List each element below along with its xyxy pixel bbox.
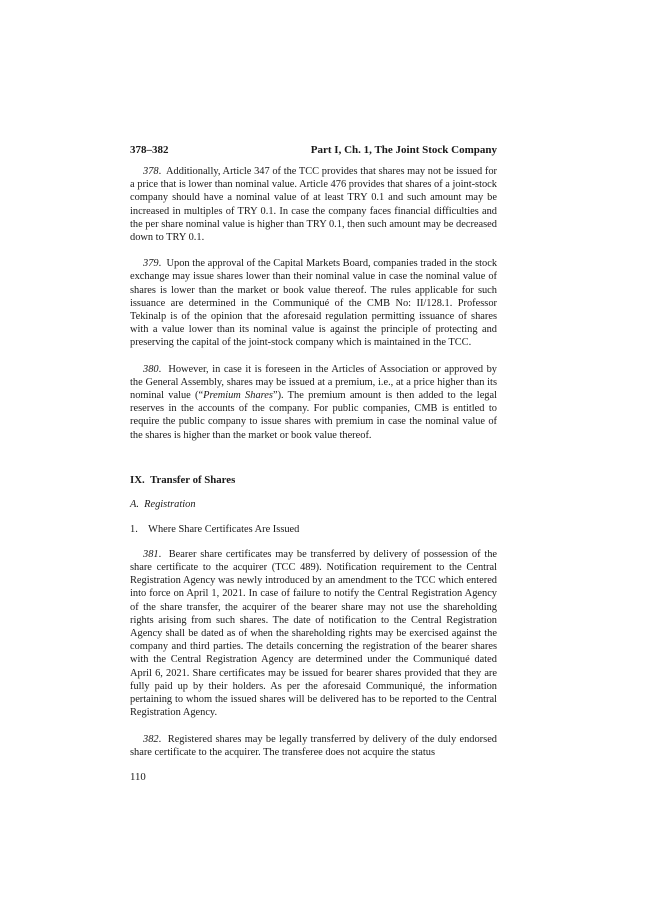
running-head-chapter-title: Part I, Ch. 1, The Joint Stock Company (310, 144, 497, 156)
subsection-heading: A. Registration (130, 498, 196, 510)
paragraph-text: Bearer share certificates may be transferred by delivery of possession of the share certificate to the acquirer (TCC 489). Notification requirement to the Central Registration Agency was newly introduced by an amendment to the TCC which entered into force on April 1, 2021. In case of failure to notify the Central Registration Agency of the share transfer, the acquirer of the bearer share may not use the shareholding rights arising from such shares. The date of notification to the Central Registration Agency shall be dated as of when the shareholding rights may be exercised against the company and third parties. The details concerning the registration of the bearer shares with the Central Registration Agency are determined under the Communiqué dated April 6, 2021. Share certificates may be issued for bearer shares provided that they are fully paid up by their holders. As per the aforesaid Communiqué, the information pertaining to whom the issued shares will be delivered has to be reported to the Central Registration Agency. (130, 548, 498, 719)
paragraph-text: However, in case it is foreseen in the Articles of Association or approved by the General Assembly, shares may be issued at a premium, i.e., at a price higher than its nominal value (“ (130, 363, 497, 402)
defined-term: Premium Shares (203, 390, 273, 402)
running-head (130, 142, 497, 158)
paragraph-text: Additionally, Article 347 of the TCC provides that shares may not be issued for a price that is lower than nominal value. Article 476 provides that shares of a joint-stock company should have a nominal value of at least TRY 0.1 and such amount may be increased in multiples of TRY 0.1. In case the company faces financial difficulties and the per share nominal value is higher than TRY 0.1, then such amount may be decreased down to TRY 0.1. (130, 166, 497, 244)
sub-subsection-heading: 1. Where Share Certificates Are Issued (130, 523, 300, 535)
paragraph-number: 381 (143, 548, 159, 560)
paragraph-text: Registered shares may be legally transferred by delivery of the duly endorsed share certificate to the acquirer. The transferee does not acquire the status (130, 733, 497, 758)
running-head-paragraph-range: 378–382 (130, 144, 169, 156)
book-page (130, 142, 497, 784)
paragraph-number: 380 (143, 363, 159, 375)
paragraph-381: 381. Bearer share certificates may be transferred by delivery of possession of the share certificate to the acquirer (TCC 489). Notification requirement to the Central Registration Agency was newly introduced by an amendment to the TCC which entered into force on April 1, 2021. In case of failure to notify the Central Registration Agency of the share transfer, the acquirer of the bearer share may not use the shareholding rights arising from such shares. The date of notification to the Central Registration Agency shall be dated as of when the shareholding rights may be exercised against the company and third parties. The details concerning the registration of the bearer shares with the Central Registration Agency are determined under the Communiqué dated April 6, 2021. Share certificates may be issued for bearer shares provided that they are fully paid up by their holders. As per the aforesaid Communiqué, the information pertaining to whom the issued shares will be delivered has to be reported to the Central Registration Agency. (130, 548, 498, 719)
paragraph-text-continued: ”). The premium amount is then added to the legal reserves in the accounts of the company. For public companies, CMB is entitled to require the public company to issue shares with premium in case the nominal value of the shares is higher than the market or book value thereof. (130, 390, 498, 441)
paragraph-380: 380. However, in case it is foreseen in the Articles of Association or approved by the General Assembly, shares may be issued at a premium, i.e., at a price higher than its nominal value (“Premium Shares”). The premium amount is then added to the legal reserves in the accounts of the company. For public companies, CMB is entitled to require the public company to issue shares with premium in case the nominal value of the shares is higher than the market or book value thereof. (130, 363, 498, 441)
paragraph-text: Upon the approval of the Capital Markets Board, companies traded in the stock exchange may issue shares lower than their nominal value in case the nominal value of shares is lower than the market or book value thereof. The rules applicable for such issuance are determined in the Communiqué of the CMB No: II/128.1. Professor Tekinalp is of the opinion that the aforesaid regulation permitting issuance of shares with a value lower than its nominal value is against the principle of protecting and preserving the capital of the joint-stock company which is maintained in the TCC. (130, 258, 498, 349)
page-number: 110 (130, 770, 146, 783)
paragraph-number: 378 (143, 166, 159, 177)
paragraph-number: 382 (143, 733, 159, 745)
paragraph-number: 379 (143, 258, 159, 270)
paragraph-382: 382. Registered shares may be legally transferred by delivery of the duly endorsed share certificate to the acquirer. The transferee does not acquire the status (130, 733, 497, 758)
paragraph-378: 378. Additionally, Article 347 of the TCC provides that shares may not be issued for a price that is lower than nominal value. Article 476 provides that shares of a joint-stock company should have a nominal value of at least TRY 0.1 and such amount may be increased in multiples of TRY 0.1. In case the company faces financial difficulties and the per share nominal value is higher than TRY 0.1, then such amount may be decreased down to TRY 0.1. (130, 166, 497, 244)
section-heading: IX. Transfer of Shares (130, 473, 236, 486)
paragraph-379: 379. Upon the approval of the Capital Markets Board, companies traded in the stock exchange may issue shares lower than their nominal value in case the nominal value of shares is lower than the market or book value thereof. The rules applicable for such issuance are determined in the Communiqué of the CMB No: II/128.1. Professor Tekinalp is of the opinion that the aforesaid regulation permitting issuance of shares with a value lower than its nominal value is against the principle of protecting and preserving the capital of the joint-stock company which is maintained in the TCC. (130, 258, 498, 349)
